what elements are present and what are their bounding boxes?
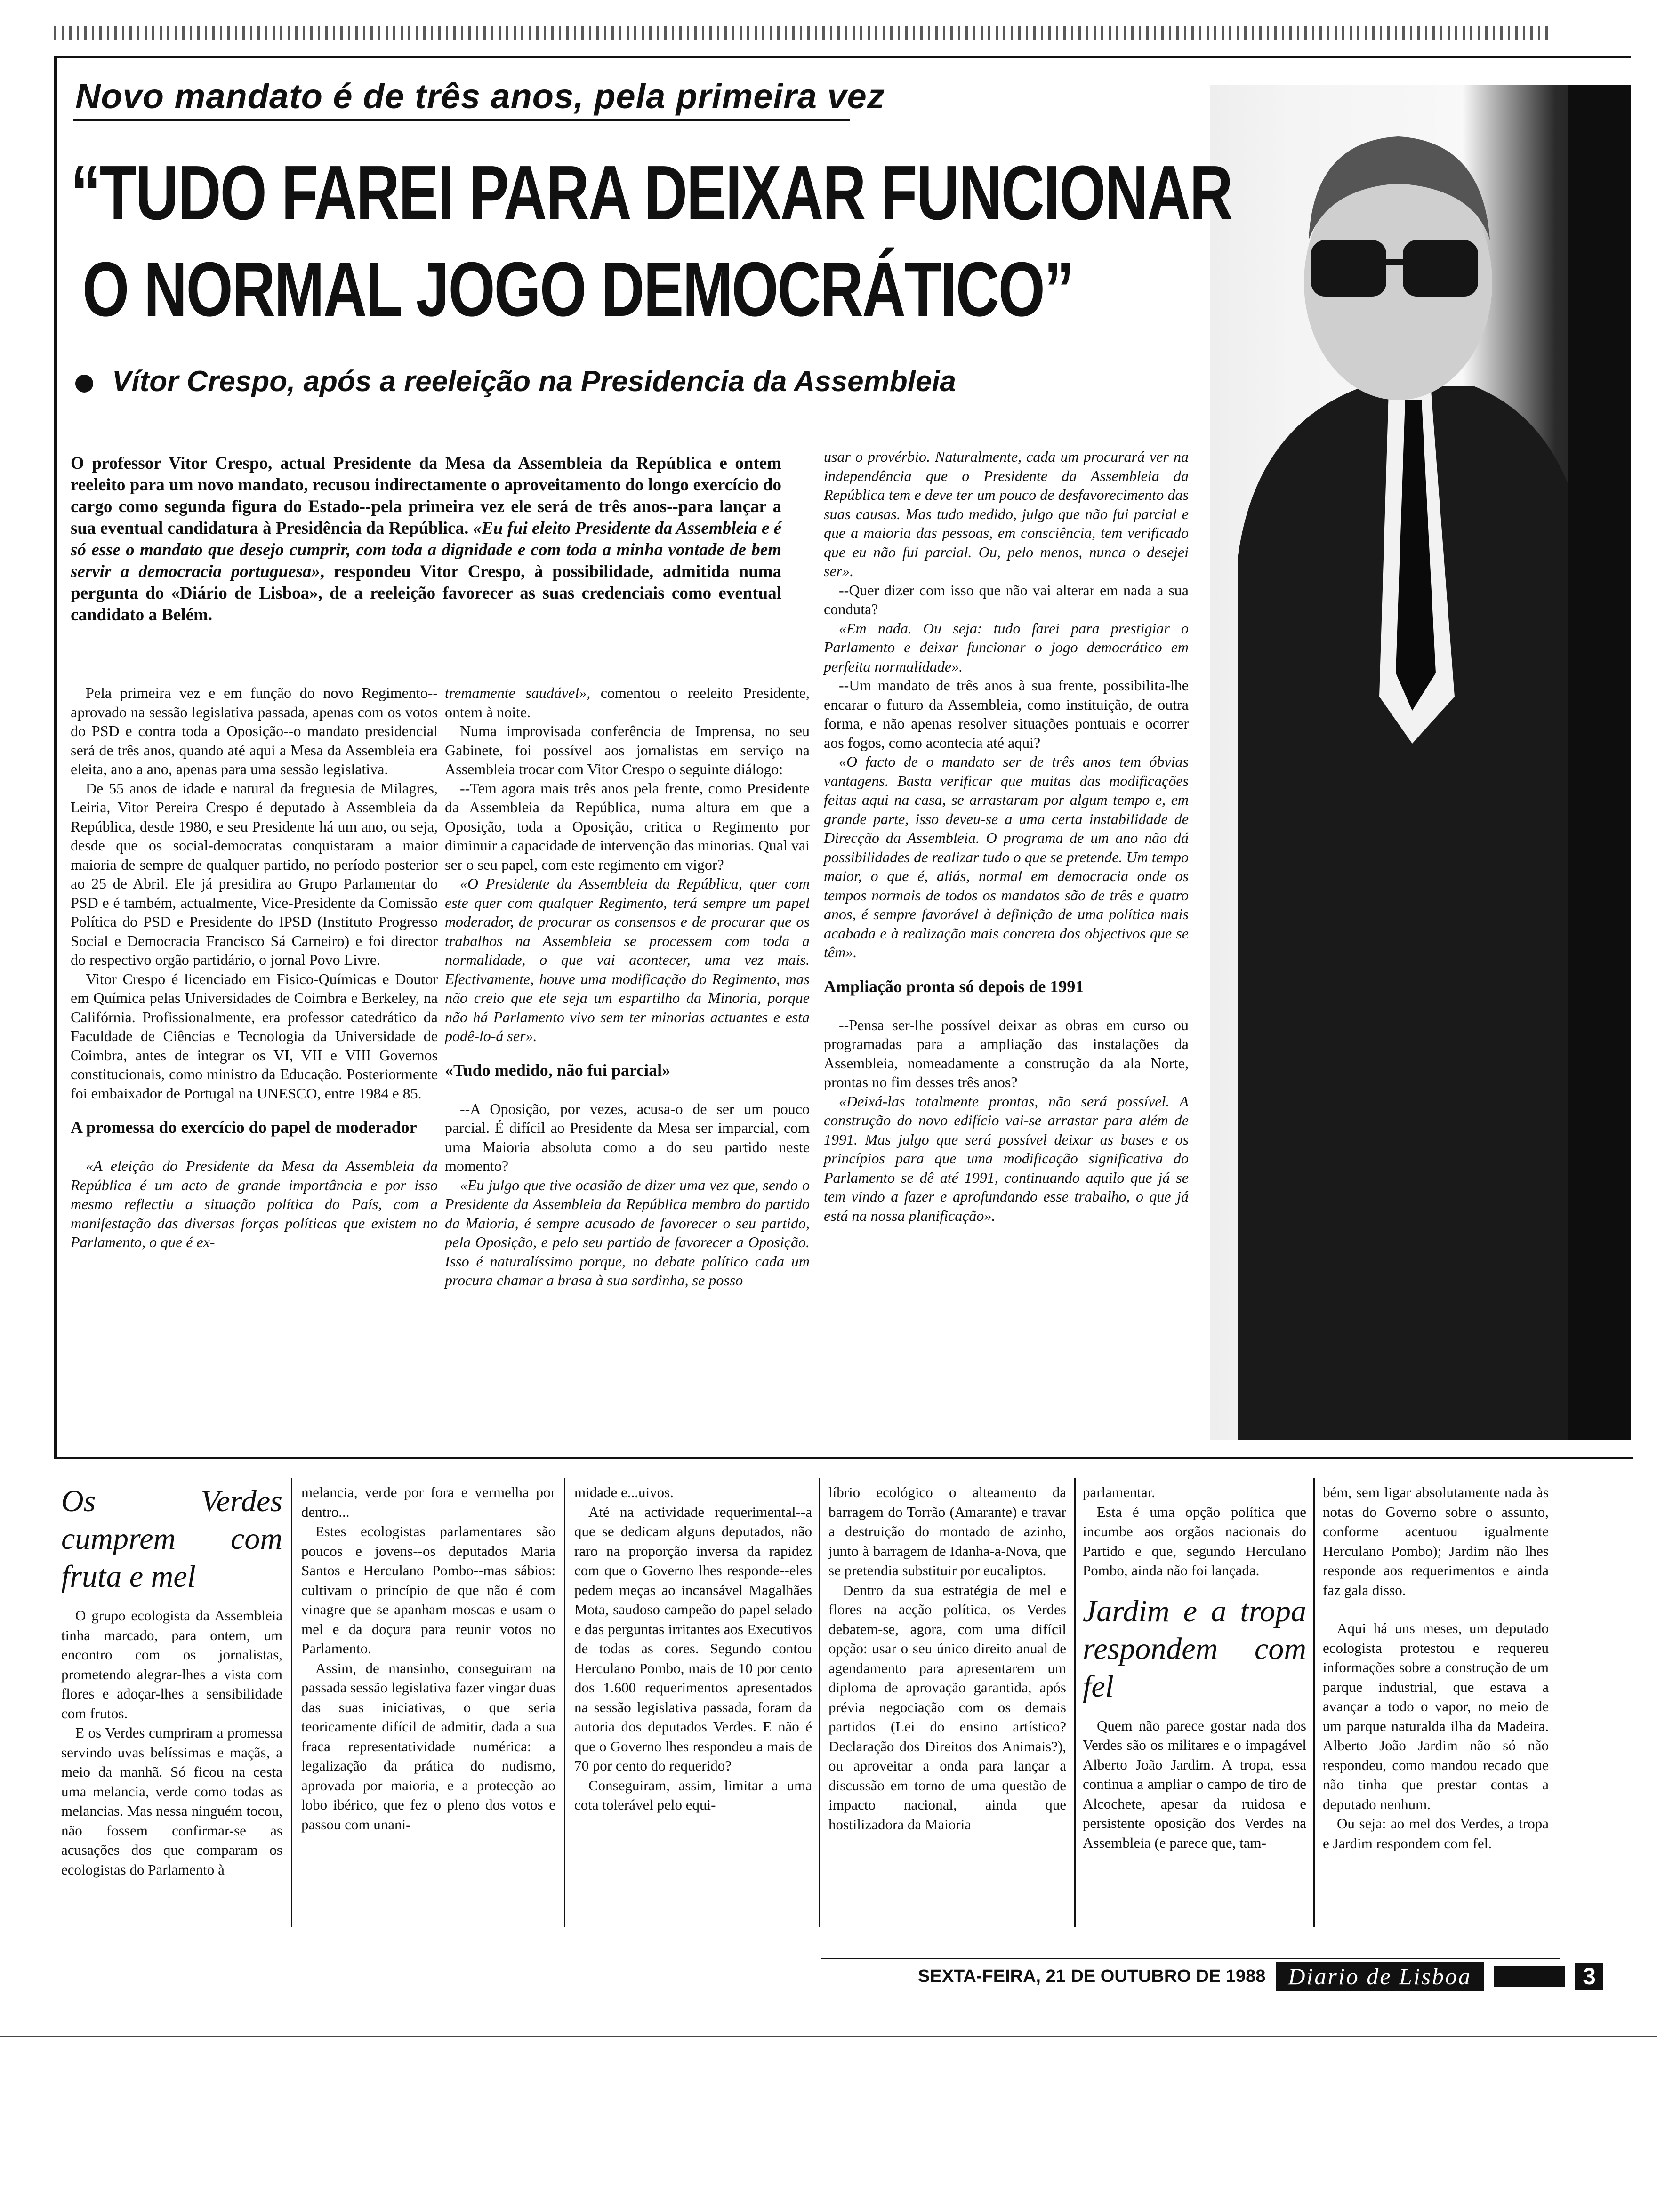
paragraph: Esta é uma opção política que incumbe aos orgãos nacionais do Partido e que, segundo Herculano Pombo, ainda não foi lançada. — [1083, 1503, 1306, 1579]
paragraph: Numa improvisada conferência de Imprensa, no seu Gabinete, foi possível aos jornalistas em serviço na Assembleia trocar com Vitor Crespo o seguinte diálogo: — [445, 722, 810, 777]
quote-paragraph: «A eleição do Presidente da Mesa da Assembleia da República é um acto de grande importância e por isso mesmo reflectiu a situação política do País, com a manifestação das diversas forças políticas que existem no Parlamento, o que é ex- — [71, 1157, 438, 1250]
frame-top-rule — [54, 56, 1631, 58]
footer-black-bar — [1494, 1966, 1565, 1987]
paragraph: De 55 anos de idade e natural da freguesia de Milagres, Leiria, Vitor Pereira Crespo é deputado à Assembleia da República, desde 1980, e seu Presidente há um ano, ou seja, desde que os social-democratas conquistaram a maior maioria de sempre de qualquer partido, no período posterior ao 25 de Abril. Ele já presidira ao Grupo Parlamentar do PSD e é também, actualmente, Vice-Presidente da Comissão Política do PSD e Presidente do IPSD (Instituto Progresso Social e Democracia Francisco Sá Carneiro) e foi director do respectivo orgão partidário, o jornal Povo Livre. — [71, 779, 438, 968]
paragraph: melancia, verde por fora e vermelha por dentro... — [301, 1484, 555, 1520]
paragraph — [445, 683, 810, 721]
subheading-moderador: A promessa do exercício do papel de moderador — [71, 1118, 417, 1137]
kicker: Novo mandato é de três anos, pela primeira vez — [75, 77, 885, 116]
paragraph: O grupo ecologista da Assembleia tinha marcado, para ontem, um encontro com os jornalistas, prometendo alegrar-lhes a vista com flores e adoçar-lhes a sensibilidade com frutos. — [61, 1607, 282, 1722]
page-number: 3 — [1575, 1963, 1603, 1990]
deck — [75, 365, 956, 398]
verdes-column-4 — [828, 1483, 1066, 1834]
quote-paragraph: «O facto de o mandato ser de três anos tem óbvias vantagens. Basta verificar que muitas das modificações feitas aqui na casa, se arrastaram por algum tempo e, em grande parte, isso deveu-se a uma certa instabilidade de Direcção da Assembleia. O programa de um ano não dá possibilidades de realizar tudo o que se pretende. Um tempo maior, o que é, aliás, normal em democracia onde os tempos normais de todos os mandatos são de três e quatro anos, é sempre favorável à definição de uma política mais acabada e à realização mais concreta dos objectivos que se têm». — [824, 753, 1189, 961]
paragraph: --Tem agora mais três anos pela frente, como Presidente da Assembleia da República, numa altura em que a Oposição, toda a Oposição, critica o Regimento por diminuir a capacidade de intervenção das minorias. Qual vai ser o seu papel, com este regimento em vigor? — [445, 779, 810, 873]
portrait-figure — [1210, 85, 1631, 1440]
paragraph: Estes ecologistas parlamentares são poucos e jovens--os deputados Maria Santos e Herculano Pombo--mas sábios: cultivam o princípio de que não é com vinagre que se apanham moscas e usam o mel e da doçura para reunir votos no Parlamento. — [301, 1523, 555, 1657]
paragraph: midade e...uivos. — [574, 1484, 674, 1500]
scan-edge-rule — [0, 2036, 1657, 2037]
paragraph: Dentro da sua estratégia de mel e flores na acção política, os Verdes debatem-se, agora, com uma difícil opção: usar o seu único direito anual de agendamento para apresentarem um diploma de aprovação garantida, após prévia negociação com os demais partidos (Lei do ensino artístico? Declaração dos Direitos dos Animais?), ou aproveitar a onda para lançar a discussão em torno de uma questão de impacto nacional, ainda que hostilizadora da Maioria — [828, 1581, 1066, 1833]
quote-paragraph: usar o provérbio. Naturalmente, cada um procurará ver na independência que o Presidente da Assembleia da República tem e deve ter um pouco de desfavorecimento das suas causas. Mas tudo medido, julgo que não fui parcial e que a maioria das pessoas, em consciência, tem verificado que eu não fui parcial. Ou, pelo menos, nunca o desejei ser». — [824, 448, 1189, 579]
article-column-2 — [445, 683, 810, 1290]
paragraph: bém, sem ligar absolutamente nada às notas do Governo sobre o assunto, conforme acentuou igualmente Herculano Pombo); Jardim não lhes responde aos requerimentos e ainda faz gala disso. — [1323, 1484, 1549, 1598]
quote-paragraph: «Eu julgo que tive ocasião de dizer uma vez que, sendo o Presidente da Assembleia da República membro do partido da Maioria, é sempre acusado de favorecer o seu partido, pela Oposição, e pelo seu partido de favorecer a Oposição. Isso é naturalíssimo porque, no debate político cada um procura chamar a brasa à sua sardinha, se posso — [445, 1176, 810, 1289]
paragraph: --Pensa ser-lhe possível deixar as obras em curso ou programadas para a ampliação das instalações da Assembleia, nomeadamente a construção da ala Norte, prontas no fim desses três anos? — [824, 1016, 1189, 1090]
article-column-1 — [71, 683, 438, 1252]
paragraph: --Um mandato de três anos à sua frente, possibilita-lhe encarar o futuro da Assembleia, como instituição, de outra forma, e não apenas resolver situações pontuais e ocorrer aos fogos, como acontecia até aqui? — [824, 677, 1189, 751]
paragraph: Pela primeira vez e em função do novo Regimento--aprovado na sessão legislativa passada, apenas com os votos do PSD e contra toda a Oposição--o mandato presidencial será de três anos, quando até aqui a Mesa da Assembleia era eleita, ano a ano, apenas para uma sessão legislativa. — [71, 684, 438, 777]
lead-quote: «Eu fui eleito Presidente da Assembleia e é só esse o mandato que desejo cumprir, com toda a dignidade e com toda a minha vontade de bem servir a democracia portuguesa» — [71, 519, 781, 581]
jardim-title: Jardim e a tropa respondem com fel — [1083, 1594, 1306, 1704]
paragraph: Conseguiram, assim, limitar a uma cota tolerável pelo equi- — [574, 1777, 812, 1813]
paragraph: líbrio ecológico o alteamento da barragem do Torrão (Amarante) e travar a destruição do montado de azinho, junto à barragem de Idanha-a-Nova, que se pretendia substituir por eucaliptos. — [828, 1484, 1066, 1579]
lead-paragraph — [71, 453, 781, 626]
paragraph: parlamentar. — [1083, 1484, 1156, 1500]
masthead-logo: Diario de Lisboa — [1276, 1962, 1484, 1991]
quote-fragment: tremamente saudável» — [445, 684, 587, 701]
footer-rule — [821, 1958, 1560, 1959]
verdes-column-5 — [1083, 1483, 1306, 1852]
verdes-column-1 — [61, 1483, 282, 1879]
article-column-3 — [824, 447, 1189, 1225]
paragraph: Quem não parece gostar nada dos Verdes são os militares e o impagável Alberto João Jardim. A tropa, essa continua a ampliar o campo de tiro de Alcochete, apesar da ruidosa e persistente oposição dos Verdes na Assembleia (e parece que, tam- — [1083, 1717, 1306, 1851]
lead-text-1: O professor Vitor Crespo, actual Presidente da Mesa da Assembleia da República e ontem reeleito para um novo mandato, recusou indirectamente o aproveitamento do longo exercício do cargo como segunda figura do Estado--pela primeira vez ele será de três anos--para lançar a sua eventual candidatura à Presidência da República. — [71, 454, 781, 538]
column-divider — [1074, 1478, 1076, 1927]
paragraph: Ou seja: ao mel dos Verdes, a tropa e Jardim respondem com fel. — [1323, 1815, 1549, 1851]
footer-date: SEXTA-FEIRA, 21 DE OUTUBRO DE 1988 — [918, 1966, 1266, 1986]
frame-left-rule — [54, 56, 57, 1459]
paragraph: --Quer dizer com isso que não vai alterar em nada a sua conduta? — [824, 581, 1189, 617]
verdes-column-6 — [1323, 1483, 1549, 1853]
lead-text-2: , respondeu Vitor Crespo, à possibilidade, admitida numa pergunta do «Diário de Lisboa», de a reeleição favorecer as suas credenciais como eventual candidato a Belém. — [71, 562, 781, 625]
subheading-ampliacao: Ampliação pronta só depois de 1991 — [824, 977, 1084, 996]
column-divider — [564, 1478, 565, 1927]
verdes-title: Os Verdes cumprem com fruta e mel — [61, 1484, 282, 1594]
paragraph: Vitor Crespo é licenciado em Fisico-Químicas e Doutor em Química pelas Universidades de Coimbra e Berkeley, na Califórnia. Profissionalmente, era professor catedrático da Faculdade de Ciências e Tecnologia da Universidade de Coimbra, antes de integrar os VI, VII e VIII Governos constitucionais, como ministro da Educação. Posteriormente foi embaixador de Portugal na UNESCO, entre 1984 e 85. — [71, 970, 438, 1102]
paragraph: E os Verdes cumpriram a promessa servindo uvas belíssimas e maçãs, a meio da manhã. Só ficou na cesta uma melancia, verde como todas as melancias. Mas nessa ninguém tocou, não fossem confirmar-se as acusações dos que comparam os ecologistas do Parlamento à — [61, 1724, 282, 1878]
verdes-column-2 — [301, 1483, 555, 1834]
quote-paragraph: «O Presidente da Assembleia da República, quer com este quer com qualquer Regimento, terá sempre um papel moderador, de procurar os consensos e de procurar que os trabalhos na Assembleia se processem com toda a normalidade, o que vai acontecer, uma vez mais. Efectivamente, houve uma modificação do Regimento, mas não creio que ele seja um espartilho da Minoria, porque não há Parlamento vivo sem ter minorias actuantes e esta podê-lo-á ser». — [445, 875, 810, 1044]
footer — [918, 1962, 1603, 1991]
column-divider — [1313, 1478, 1315, 1927]
bullet-icon — [75, 375, 93, 393]
headline-line-1: “TUDO FAREI PARA DEIXAR FUNCIONAR — [71, 150, 1232, 236]
top-perforation-strip — [54, 26, 1551, 40]
subheading-tudo-medido: «Tudo medido, não fui parcial» — [445, 1060, 671, 1080]
quote-paragraph: «Deixá-las totalmente prontas, não será possível. A construção do novo edifício vai-se arrastar para além de 1991. Mas julgo que será possível deixar as bases e os princípios para que uma modificação significativa do Parlamento se dê até 1991, continuando aquilo que já se tem vindo a fazer e aprofundando esse trabalho, o que já está na nossa planificação». — [824, 1092, 1189, 1224]
kicker-underline — [73, 119, 850, 121]
column-divider — [819, 1478, 820, 1927]
paragraph: Até na actividade requerimental--a que se dedicam alguns deputados, não raro na proporção inversa da rapidez com que o Governo lhes responde--eles pedem meças ao incansável Magalhães Mota, saudoso campeão do papel selado e das perguntas irritantes aos Executivos de todas as cores. Segundo contou Herculano Pombo, mais de 10 por cento dos 1.600 requerimentos apresentados na sessão legislativa passada, foram da autoria dos deputados Verdes. E não é que o Governo lhes respondeu a mais de 70 por cento do requerido? — [574, 1503, 812, 1774]
paragraph: Aqui há uns meses, um deputado ecologista protestou e requereu informações sobre a construção de um parque industrial, que estava a avançar a todo o vapor, no meio de um parque naturalda ilha da Madeira. Alberto João Jardim não só não respondeu, como mandou recado que não tinha que prestar contas a deputado nenhum. — [1323, 1620, 1549, 1812]
portrait-photo — [1210, 85, 1631, 1440]
deck-text: Vítor Crespo, após a reeleição na Presidencia da Assembleia — [112, 365, 957, 398]
verdes-column-3 — [574, 1483, 812, 1815]
quote-paragraph: «Em nada. Ou seja: tudo farei para prestigiar o Parlamento e deixar funcionar o jogo democrático em perfeita normalidade». — [824, 619, 1189, 675]
headline-line-2: O NORMAL JOGO DEMOCRÁTICO” — [82, 246, 1073, 332]
frame-bottom-rule — [56, 1457, 1633, 1459]
paragraph: Assim, de mansinho, conseguiram na passada sessão legislativa fazer vingar duas das suas iniciativas, o que seria teoricamente difícil de admitir, dada a sua fraca representatividade numérica: a legalização da prática do nudismo, aprovada por maioria, e a protecção ao lobo ibérico, que fez o pleno dos votos e passou com unani- — [301, 1659, 555, 1833]
text-fragment: , comentou o reeleito Presidente, ontem à noite. — [445, 684, 810, 721]
paragraph: --A Oposição, por vezes, acusa-o de ser um pouco parcial. É difícil ao Presidente da Mesa ser imparcial, com uma Maioria absoluta como a do seu partido neste momento? — [445, 1100, 810, 1174]
column-divider — [291, 1478, 292, 1927]
